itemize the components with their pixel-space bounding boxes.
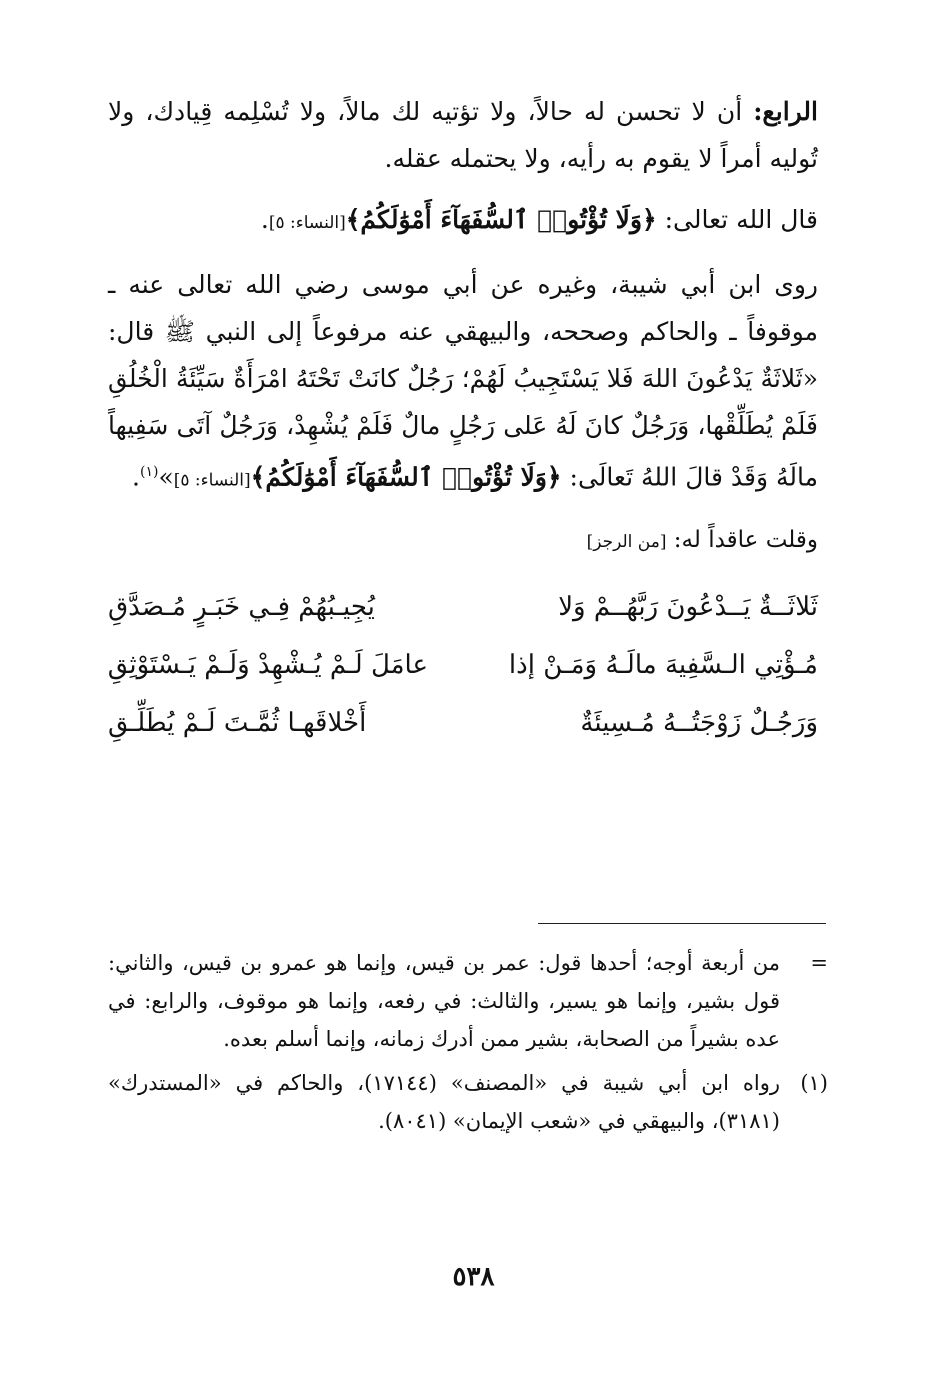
footnote-continued (108, 944, 828, 1058)
verse-first-hemistich: ثَلاثَــةٌ يَــدْعُونَ رَبَّهُــمْ وَلا (558, 592, 818, 623)
verse-second-hemistich: يُجِيـبُهُمْ فِـي خَبَـرٍ مُـصَدَّقِ (108, 592, 375, 623)
verse-reference: [النساء: ٥] (173, 470, 251, 491)
citation-prefix: قال الله تعالى: (656, 205, 818, 234)
verse-reference: [النساء: ٥] (268, 213, 346, 233)
period: . (260, 205, 269, 234)
page-number: ٥٣٨ (452, 1262, 495, 1292)
poem-verse (108, 694, 818, 752)
quran-verse: ﴿وَلَا تُؤْتُوا۟ ٱلسُّفَهَآءَ أَمْوَٰلَكُمُ﴾ (345, 205, 657, 234)
poem-intro (108, 518, 818, 564)
footnote-text: رواه ابن أبي شيبة في «المصنف» (١٧١٤٤)، والحاكم في «المستدرك» (٣١٨١)، والبيهقي في «شعب الإيمان» (٨٠٤١). (108, 1071, 780, 1133)
hadith-text: روى ابن أبي شيبة، وغيره عن أبي موسى رضي الله تعالى عنه ـ موقوفاً ـ والحاكم وصححه، والبيهقي عنه مرفوعاً إلى النبي ﷺ قال: «ثَلاثَةٌ يَدْعُونَ اللهَ فَلا يَسْتَجِيبُ لَهُمْ؛ رَجُلٌ كانَتْ تَحْتَهُ امْرَأَةٌ سَيِّئَةُ الْخُلُقِ فَلَمْ يُطَلِّقْها، وَرَجُلٌ كانَ لَهُ عَلى رَجُلٍ مالٌ فَلَمْ يُشْهِدْ، وَرَجُلٌ آتَى سَفِيهاً مالَهُ وَقَدْ قالَ اللهُ تَعالَى: (108, 270, 818, 492)
verse-second-hemistich: عامَلَ لَـمْ يُـشْهِدْ وَلَـمْ يَـسْتَوْثِقِ (107, 650, 428, 681)
poem-meter: [من الرجز] (586, 532, 667, 553)
period: . (132, 462, 140, 492)
paragraph-lead: الرابع: (753, 97, 818, 126)
main-text (108, 88, 818, 752)
poem (108, 578, 818, 752)
verse-first-hemistich: وَرَجُـلٌ زَوْجَتُــهُ مُـسِيئَةٌ (580, 708, 818, 739)
footnotes (108, 944, 828, 1140)
footnote-mark: = (810, 951, 828, 975)
quran-verse: ﴿وَلَا تُؤْتُوا۟ ٱلسُّفَهَآءَ أَمْوَٰلَكُمُ﴾ (250, 462, 562, 492)
hadith-paragraph (108, 261, 818, 504)
footnote-divider (538, 923, 826, 924)
verse-first-hemistich: مُـؤْتِي الـسَّفِيهَ مالَـهُ وَمَـنْ إذا (508, 650, 818, 681)
footnote-text: من أربعة أوجه؛ أحدها قول: عمر بن قيس، وإنما هو عمرو بن قيس، والثاني: قول بشير، وإنما هو يسير، والثالث: في رفعه، وإنما هو موقوف، والرابع: في عده بشيراً من الصحابة، بشير ممن أدرك زمانه، وإنما أسلم بعده. (108, 951, 780, 1051)
poem-intro-text: وقلت عاقداً له: (666, 527, 818, 554)
quran-citation (108, 196, 818, 247)
verse-second-hemistich: أَخْلاقَهـا ثُمَّـتَ لَـمْ يُطَلِّـقِ (108, 708, 367, 739)
poem-verse (108, 578, 818, 636)
footnote-1 (108, 1064, 828, 1140)
poem-verse (108, 636, 818, 694)
quote-close: » (158, 462, 174, 492)
footnote-marker: (١) (139, 464, 159, 480)
paragraph-fourth (108, 88, 818, 182)
paragraph-text: أن لا تحسن له حالاً، ولا تؤتيه لك مالاً، ولا تُسْلِمه قِيادك، ولا تُوليه أمراً لا يقوم به رأيه، ولا يحتمله عقله. (108, 97, 818, 173)
footnote-mark: (١) (800, 1071, 828, 1095)
